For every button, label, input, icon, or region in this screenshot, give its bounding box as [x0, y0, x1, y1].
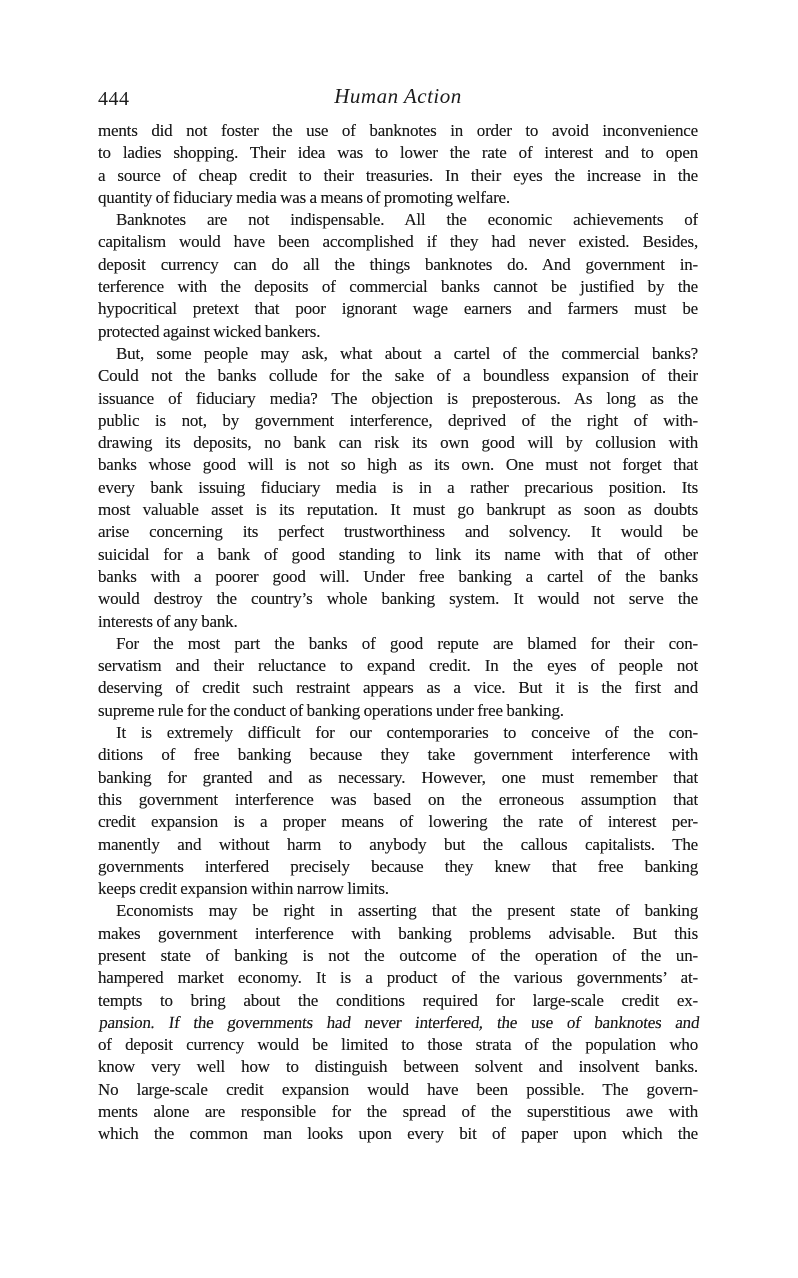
text-line: manently and without harm to anybody but the callous capitalists. The — [98, 834, 698, 854]
text-line: It is extremely difficult for our contemporaries to conceive of the con- — [116, 723, 698, 743]
text-line: Economists may be right in asserting that the present state of banking — [116, 901, 698, 921]
paragraph — [98, 209, 698, 343]
paragraph — [98, 900, 701, 1145]
text-line: capitalism would have been accomplished if they had never existed. Besides, — [98, 232, 698, 252]
text-line: suicidal for a bank of good standing to link its name with that of other — [98, 544, 698, 564]
text-line: credit expansion is a proper means of lowering the rate of interest per- — [98, 812, 698, 832]
text-line: this government interference was based on the erroneous assumption that — [98, 789, 698, 809]
text-line: a source of cheap credit to their treasuries. In their eyes the increase in the — [98, 165, 698, 185]
text-line: banks whose good will is not so high as its own. One must not forget that — [98, 455, 698, 475]
text-line: ments alone are responsible for the spread of the superstitious awe with — [98, 1102, 698, 1122]
text-line: protected against wicked bankers. — [98, 321, 321, 341]
text-line: present state of banking is not the outcome of the operation of the un- — [98, 945, 698, 965]
text-line: hampered market economy. It is a product of the various governments’ at- — [98, 968, 698, 988]
text-line: public is not, by government interference, deprived of the right of with- — [98, 410, 698, 430]
text-line: to ladies shopping. Their idea was to lower the rate of interest and to open — [98, 143, 698, 163]
text-line: For the most part the banks of good repute are blamed for their con- — [116, 633, 698, 653]
text-line: which the common man looks upon every bit of paper upon which the — [98, 1124, 698, 1144]
running-title: Human Action — [334, 84, 462, 108]
text-line: would destroy the country’s whole banking system. It would not serve the — [98, 589, 698, 609]
paragraph — [98, 120, 698, 209]
text-line: most valuable asset is its reputation. It must go bankrupt as soon as doubts — [98, 500, 698, 520]
text-line: ments did not foster the use of banknotes in order to avoid inconvenience — [98, 121, 698, 140]
text-line: every bank issuing fiduciary media is in a rather precarious position. Its — [98, 477, 698, 497]
text-line: arise concerning its perfect trustworthiness and solvency. It would be — [98, 522, 698, 542]
page-number: 444 — [98, 88, 130, 110]
text-line: interests of any bank. — [98, 611, 238, 631]
text-line: makes government interference with banking problems advisable. But this — [98, 923, 698, 943]
text-line: terference with the deposits of commercial banks cannot be justified by the — [98, 277, 698, 297]
text-line: hypocritical pretext that poor ignorant wage earners and farmers must be — [98, 299, 698, 319]
text-line: governments interfered precisely because they knew that free banking — [98, 856, 698, 876]
page-header — [98, 84, 698, 120]
text-line: supreme rule for the conduct of banking operations under free banking. — [98, 700, 564, 720]
paragraph — [98, 722, 698, 900]
paragraph — [98, 343, 698, 633]
text-line: Banknotes are not indispensable. All the economic achievements of — [116, 210, 698, 230]
text-line: issuance of fiduciary media? The objection is preposterous. As long as the — [98, 388, 698, 408]
text-line: pansion. If the governments had never interfered, the use of banknotes and — [98, 1012, 701, 1032]
page-body — [98, 120, 701, 1146]
text-line: tempts to bring about the conditions required for large-scale credit ex- — [98, 990, 698, 1010]
text-line: of deposit currency would be limited to those strata of the population who — [98, 1035, 698, 1055]
paragraph — [98, 633, 698, 722]
text-line: banks with a poorer good will. Under free banking a cartel of the banks — [98, 566, 698, 586]
text-line: deposit currency can do all the things banknotes do. And government in- — [98, 254, 698, 274]
text-line: banking for granted and as necessary. However, one must remember that — [98, 767, 698, 787]
text-line: Could not the banks collude for the sake of a boundless expansion of their — [98, 366, 698, 386]
text-line: deserving of credit such restraint appears as a vice. But it is the first and — [98, 678, 698, 698]
text-line: know very well how to distinguish between solvent and insolvent banks. — [98, 1057, 698, 1077]
text-line: servatism and their reluctance to expand credit. In the eyes of people not — [98, 656, 698, 676]
text-line: drawing its deposits, no bank can risk its own good will by collusion with — [98, 433, 698, 453]
text-line: But, some people may ask, what about a cartel of the commercial banks? — [116, 343, 698, 363]
text-line: quantity of fiduciary media was a means of promoting welfare. — [98, 187, 510, 207]
text-line: keeps credit expansion within narrow limits. — [98, 879, 389, 899]
text-line: No large-scale credit expansion would have been possible. The govern- — [98, 1079, 698, 1099]
text-line: ditions of free banking because they take government interference with — [98, 745, 698, 765]
